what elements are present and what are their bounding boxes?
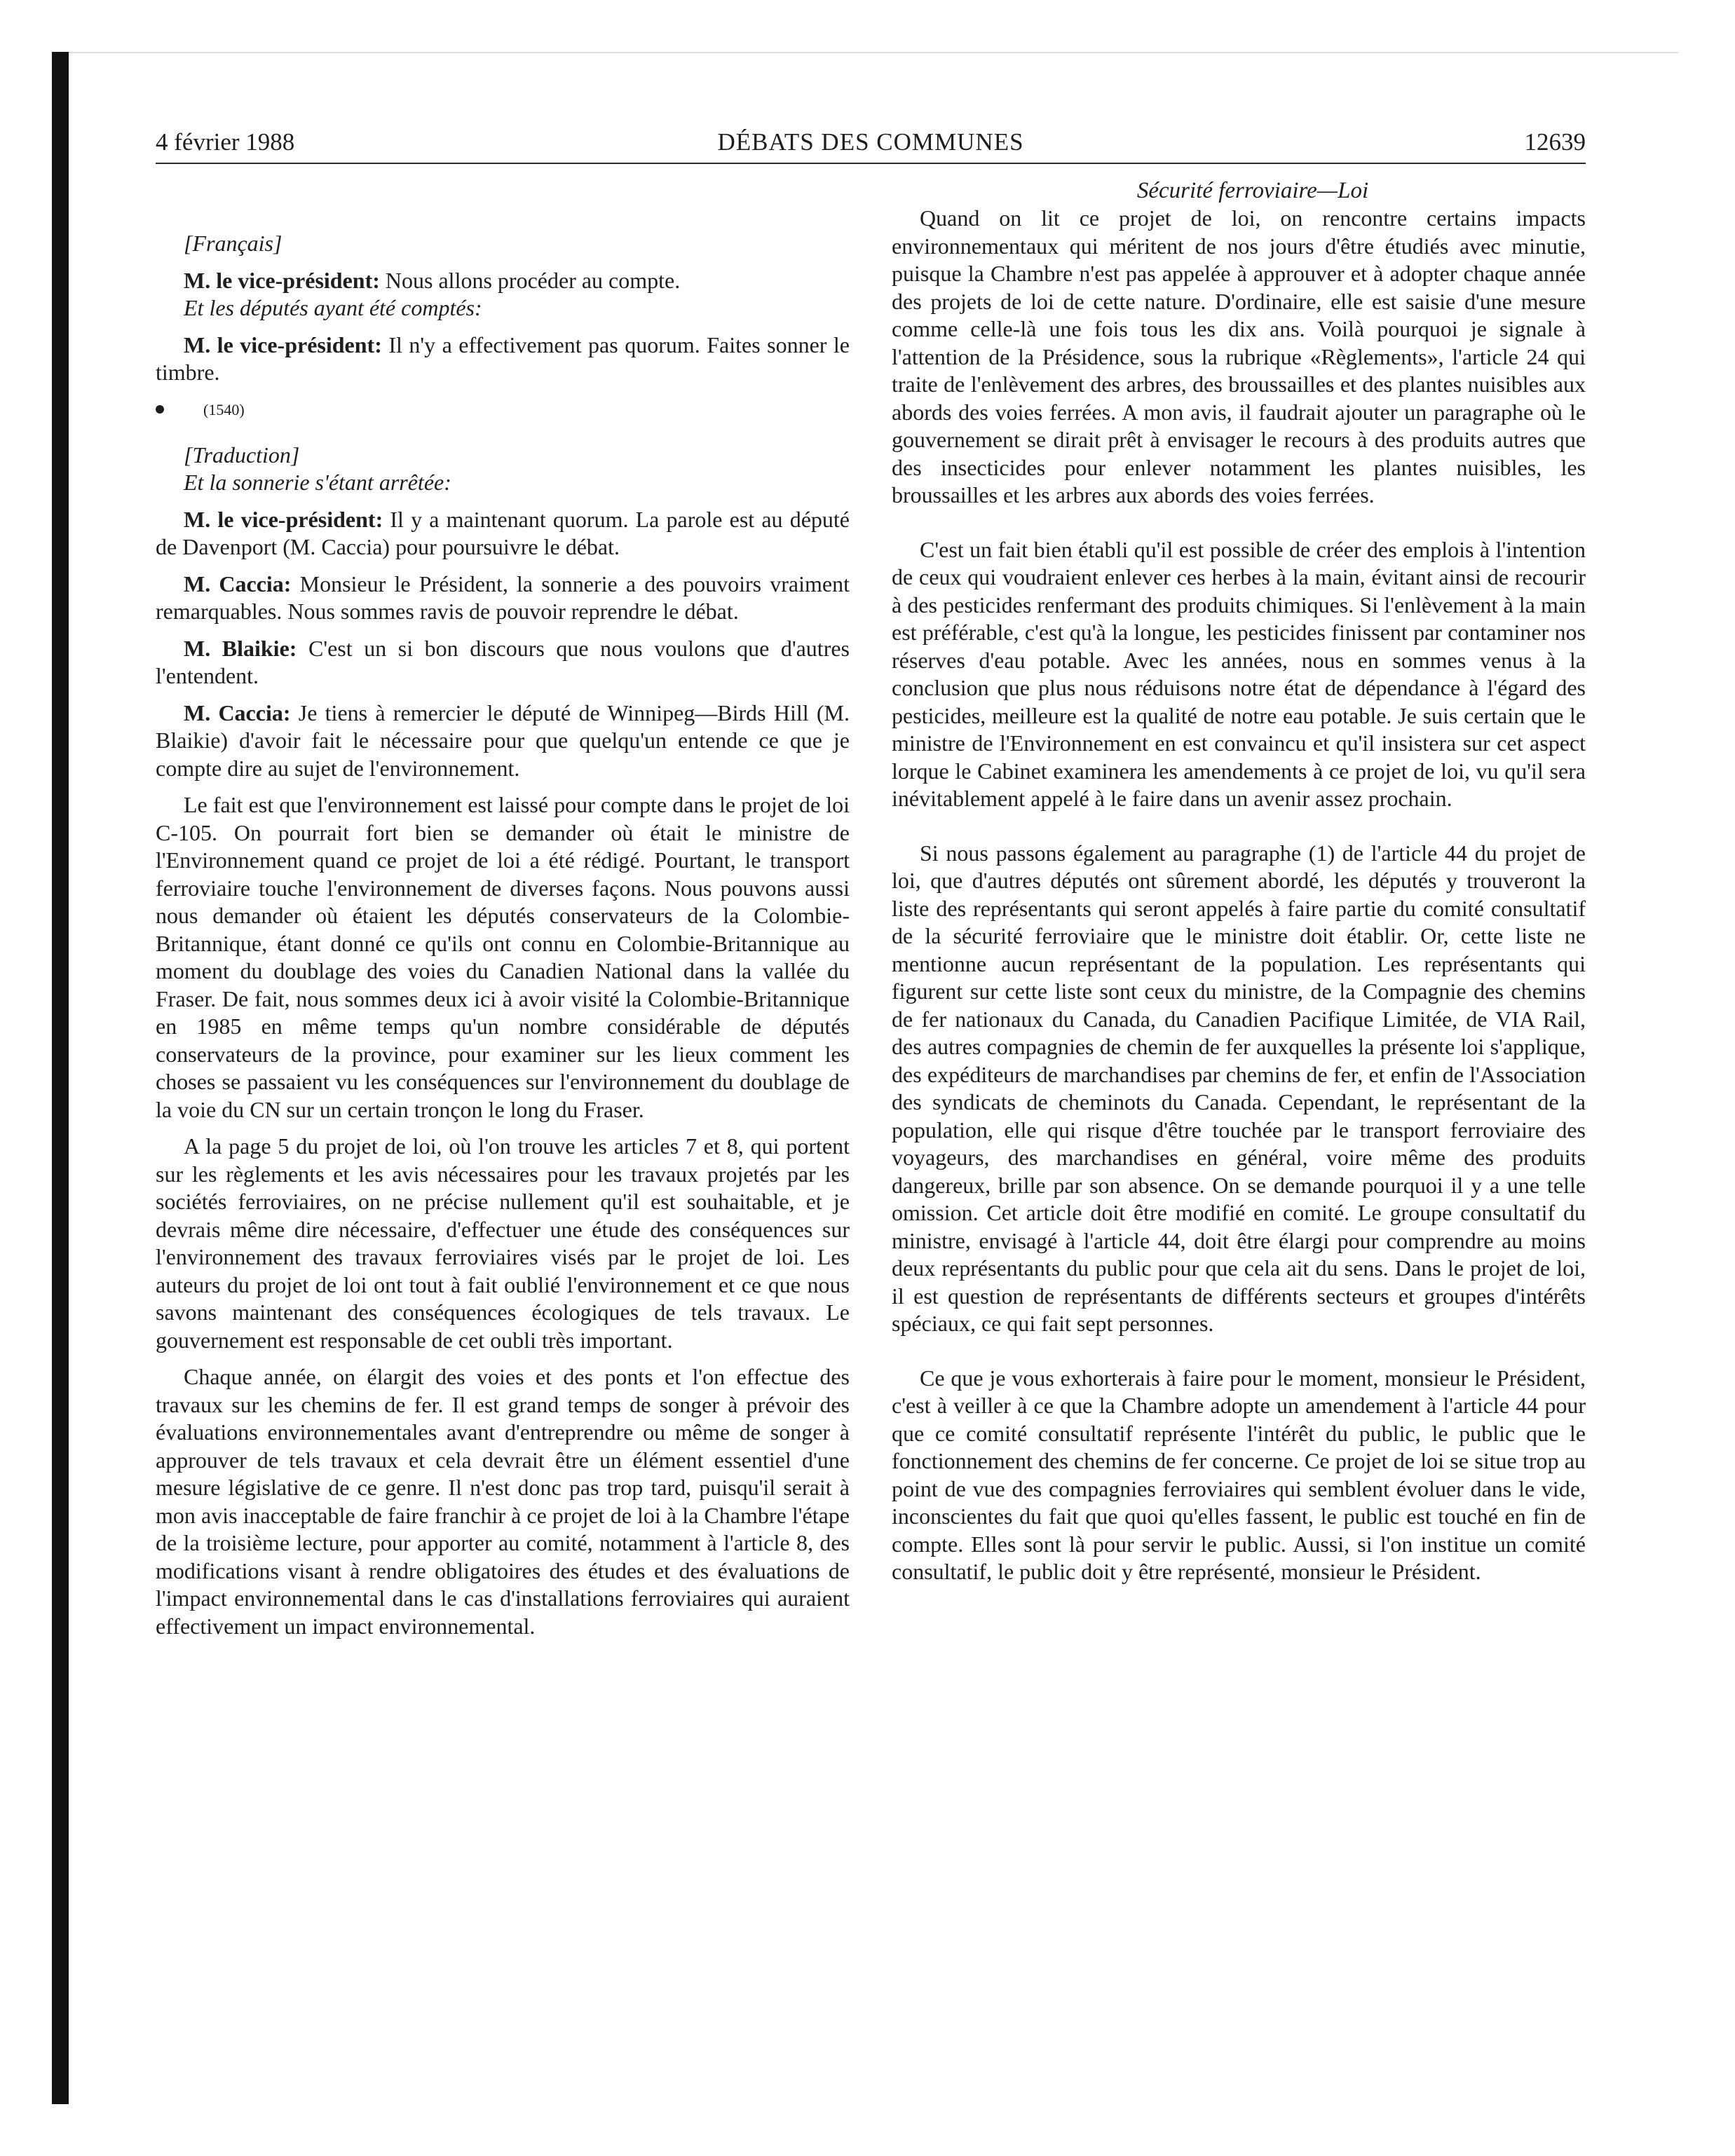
procedural-note: Et la sonnerie s'étant arrêtée:	[184, 470, 451, 495]
speech-text: Monsieur le Président, la sonnerie a des pouvoirs vraiment remarquables. Nous sommes ravis de pouvoir reprendre le débat.	[156, 571, 850, 624]
speech-text: Je tiens à remercier le député de Winnipeg—Birds Hill (M. Blaikie) d'avoir fait le nécessaire pour que quelqu'un entende ce que je compte dire au sujet de l'environnement.	[156, 700, 850, 781]
time-marker	[156, 396, 850, 423]
speaker-name: M. Caccia:	[184, 700, 291, 725]
running-head	[156, 126, 1586, 164]
bullet-icon	[156, 405, 164, 414]
speaker-name: M. le vice-président:	[184, 332, 382, 357]
speech-paragraph	[156, 571, 850, 626]
procedural-note: Et les députés ayant été comptés:	[184, 295, 482, 320]
time-stamp: (1540)	[203, 400, 245, 418]
language-rubric: [Français]	[184, 231, 283, 256]
scan-top-edge	[69, 52, 1678, 53]
speech-paragraph	[156, 635, 850, 690]
speaker-name: M. le vice-président:	[184, 267, 380, 293]
speech-paragraph	[156, 700, 850, 783]
body-paragraph: Chaque année, on élargit des voies et des ponts et l'on effectue des travaux sur les chemins de fer. Il est grand temps de songer à prévoir des évaluations environnementales avant d'entreprendre ou même de songer à approuver de tels travaux et cela devrait être un élément essentiel d'une mesure législative de ce genre. Il n'est donc pas trop tard, puisqu'il serait à mon avis inacceptable de faire franchir à ce projet de loi à la Chambre l'étape de la troisième lecture, pour apporter au comité, notamment à l'article 8, des modifications visant à rendre obligatoires des études et des évaluations de l'impact environnemental dans le cas d'installations ferroviaires qui auraient effectivement un impact environnemental.	[156, 1364, 850, 1639]
body-paragraph: C'est un fait bien établi qu'il est possible de créer des emplois à l'intention de ceux qui voudraient enlever ces herbes à la main, évitant ainsi de recourir à des pesticides renfermant des produits chimiques. Si l'enlèvement à la main est préférable, c'est qu'à la longue, les pesticides finissent par contaminer nos réserves d'eau potable. Avec les années, nous en sommes venus à la conclusion que plus nous réduisons notre état de dépendance à l'égard des pesticides, meilleure est la qualité de notre eau potable. Je suis certain que le ministre de l'Environnement en est convaincu et qu'il insistera sur cet aspect lorque le Cabinet examinera les amendements à ce projet de loi, vu qu'il sera inévitablement appelé à le faire dans un avenir assez prochain.	[892, 536, 1586, 811]
header-date: 4 février 1988	[156, 128, 295, 156]
body-paragraph: Ce que je vous exhorterais à faire pour le moment, monsieur le Président, c'est à veiller à ce que la Chambre adopte un amendement à l'article 44 pour que ce comité consultatif représente l'intérêt du public, le public que le fonctionnement des chemins de fer concerne. Ce projet de loi se situe trop au point de vue des compagnies ferroviaires qui semblent évoluer dans le vide, inconscientes du fait que quoi qu'elles fassent, le public est touché en fin de compte. Elles sont là pour servir le public. Aussi, si l'on institue un comité consultatif, le public doit y être représenté, monsieur le Président.	[892, 1365, 1586, 1584]
speech-text: Il y a maintenant quorum. La parole est au député de Davenport (M. Caccia) pour poursuivre le débat.	[156, 506, 850, 559]
speaker-name: M. Caccia:	[184, 571, 292, 596]
speaker-name: M. Blaikie:	[184, 635, 297, 661]
speech-paragraph	[156, 332, 850, 387]
speech-paragraph	[156, 506, 850, 561]
section-title: Sécurité ferroviaire—Loi	[1136, 178, 1369, 203]
header-publication: DÉBATS DES COMMUNES	[717, 128, 1024, 156]
speech-paragraph	[156, 267, 850, 295]
right-column	[892, 177, 1586, 1586]
scan-edge-shadow	[52, 52, 69, 2104]
speech-text: C'est un si bon discours que nous voulons que d'autres l'entendent.	[156, 635, 850, 688]
language-rubric: [Traduction]	[184, 442, 300, 468]
body-paragraph: Si nous passons également au paragraphe (1) de l'article 44 du projet de loi, que d'autres députés ont sûrement abordé, les députés y trouveront la liste des représentants qui seront appelés à faire partie du comité consultatif de la sécurité ferroviaire que le ministre doit établir. Or, cette liste ne mentionne aucun représentant de la population. Les représentants qui figurent sur cette liste sont ceux du ministre, de la Compagnie des chemins de fer nationaux du Canada, du Canadien Pacifique Limitée, de VIA Rail, des autres compagnies de chemin de fer auxquelles la présente loi s'applique, des expéditeurs de marchandises par chemins de fer, et enfin de l'Association des syndicats de cheminots du Canada. Cependant, le représentant de la population, elle qui risque d'être touchée par le transport ferroviaire des voyageurs, des marchandises en général, voire même des produits dangereux, brille par son absence. On se demande pourquoi il y a une telle omission. Cet article doit être modifié en comité. Le groupe consultatif du ministre, envisagé à l'article 44, doit être élargi pour comprendre au moins deux représentants du public pour que cela ait du sens. Dans le projet de loi, il est question de représentants de différents secteurs et groupes d'intérêts spéciaux, ce qui fait sept personnes.	[892, 840, 1586, 1336]
body-paragraph: A la page 5 du projet de loi, où l'on trouve les articles 7 et 8, qui portent sur les règlements et les avis nécessaires pour les travaux projetés par les sociétés ferroviaires, on ne précise nullement qu'il est souhaitable, et je devrais même dire nécessaire, d'effectuer une étude des conséquences sur l'environnement des travaux ferroviaires visés par le projet de loi. Les auteurs du projet de loi ont tout à fait oublié l'environnement et ce que nous savons maintenant des conséquences écologiques de tels travaux. Le gouvernement est responsable de cet oubli très important.	[156, 1133, 850, 1353]
hansard-page	[156, 126, 1586, 2089]
header-page-number: 12639	[1524, 128, 1586, 156]
speech-text: Il n'y a effectivement pas quorum. Faites sonner le timbre.	[156, 332, 850, 385]
speaker-name: M. le vice-président:	[184, 506, 383, 532]
body-paragraph: Quand on lit ce projet de loi, on rencontre certains impacts environnementaux qui méritent de nos jours d'être étudiés avec minutie, puisque la Chambre n'est pas appelée à approuver et à adopter chaque année des projets de loi de cette nature. D'ordinaire, elle est saisie d'une mesure comme celle-là une fois tous les dix ans. Voilà pourquoi je signale à l'attention de la Présidence, sous la rubrique «Règlements», l'article 24 qui traite de l'enlèvement des arbres, des broussailles et des plantes nuisibles aux abords des voies ferrées. A mon avis, il faudrait ajouter un paragraphe où le gouvernement se dirait prêt à envisager le recours à des produits autres que des insecticides pour enlever notamment les plantes nuisibles, les broussailles et les arbres aux abords des voies ferrées.	[892, 205, 1586, 507]
speech-text: Nous allons procéder au compte.	[379, 267, 681, 293]
left-column	[156, 230, 850, 1640]
body-paragraph: Le fait est que l'environnement est laissé pour compte dans le projet de loi C-105. On pourrait fort bien se demander où était le ministre de l'Environnement quand ce projet de loi a été rédigé. Pourtant, le transport ferroviaire touche l'environnement de diverses façons. Nous pouvons aussi nous demander où étaient les députés conservateurs de la Colombie-Britannique, étant donné ce qu'ils ont connu en Colombie-Britannique au moment du doublage des voies du Canadien National dans la vallée du Fraser. De fait, nous sommes deux ici à avoir visité la Colombie-Britannique en 1985 en même temps qu'un nombre considérable de députés conservateurs de la province, pour examiner sur les lieux comment les choses se passaient vu les conséquences sur l'environnement du doublage de la voie du CN sur un certain tronçon le long du Fraser.	[156, 792, 850, 1122]
